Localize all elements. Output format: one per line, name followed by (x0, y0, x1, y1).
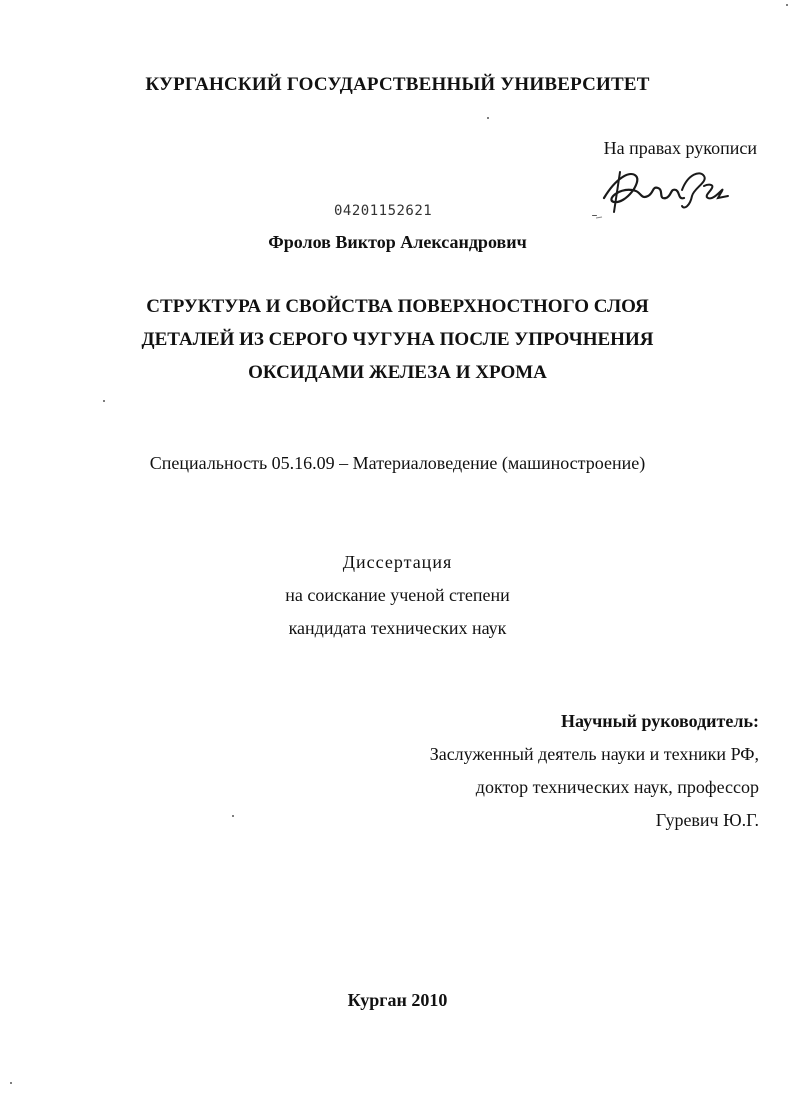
dissertation-degree: кандидата технических наук (288, 618, 507, 638)
title-line: ОКСИДАМИ ЖЕЛЕЗА И ХРОМА (248, 362, 547, 383)
rights-note: На правах рукописи (603, 138, 757, 158)
dissertation-kind: Диссертация (342, 552, 453, 572)
supervisor-block (430, 705, 759, 837)
scan-speck (487, 117, 489, 119)
supervisor-degree: доктор технических наук, профессор (475, 777, 759, 797)
scan-speck (786, 4, 788, 6)
supervisor-title: Заслуженный деятель науки и техники РФ, (429, 744, 759, 764)
city-year: Курган 2010 (347, 990, 448, 1010)
title-line: СТРУКТУРА И СВОЙСТВА ПОВЕРХНОСТНОГО СЛОЯ (146, 296, 649, 317)
scan-speck (103, 400, 105, 402)
supervisor-heading: Научный руководитель: (561, 711, 759, 731)
dissertation-block (0, 546, 795, 645)
scan-speck (10, 1082, 12, 1084)
author-name: Фролов Виктор Александрович (268, 232, 527, 252)
scan-speck (232, 815, 234, 817)
dissertation-title (0, 290, 795, 389)
university-name: КУРГАНСКИЙ ГОСУДАРСТВЕННЫЙ УНИВЕРСИТЕТ (145, 74, 650, 95)
specialty: Специальность 05.16.09 – Материаловедение (машиностроение) (149, 453, 646, 473)
title-line: ДЕТАЛЕЙ ИЗ СЕРОГО ЧУГУНА ПОСЛЕ УПРОЧНЕНИЯ (141, 329, 654, 350)
scan-speck (592, 215, 597, 216)
signature-image (596, 160, 736, 220)
supervisor-name: Гуревич Ю.Г. (655, 810, 759, 830)
inventory-number: 04201152621 (334, 203, 433, 219)
dissertation-purpose: на соискание ученой степени (285, 585, 510, 605)
